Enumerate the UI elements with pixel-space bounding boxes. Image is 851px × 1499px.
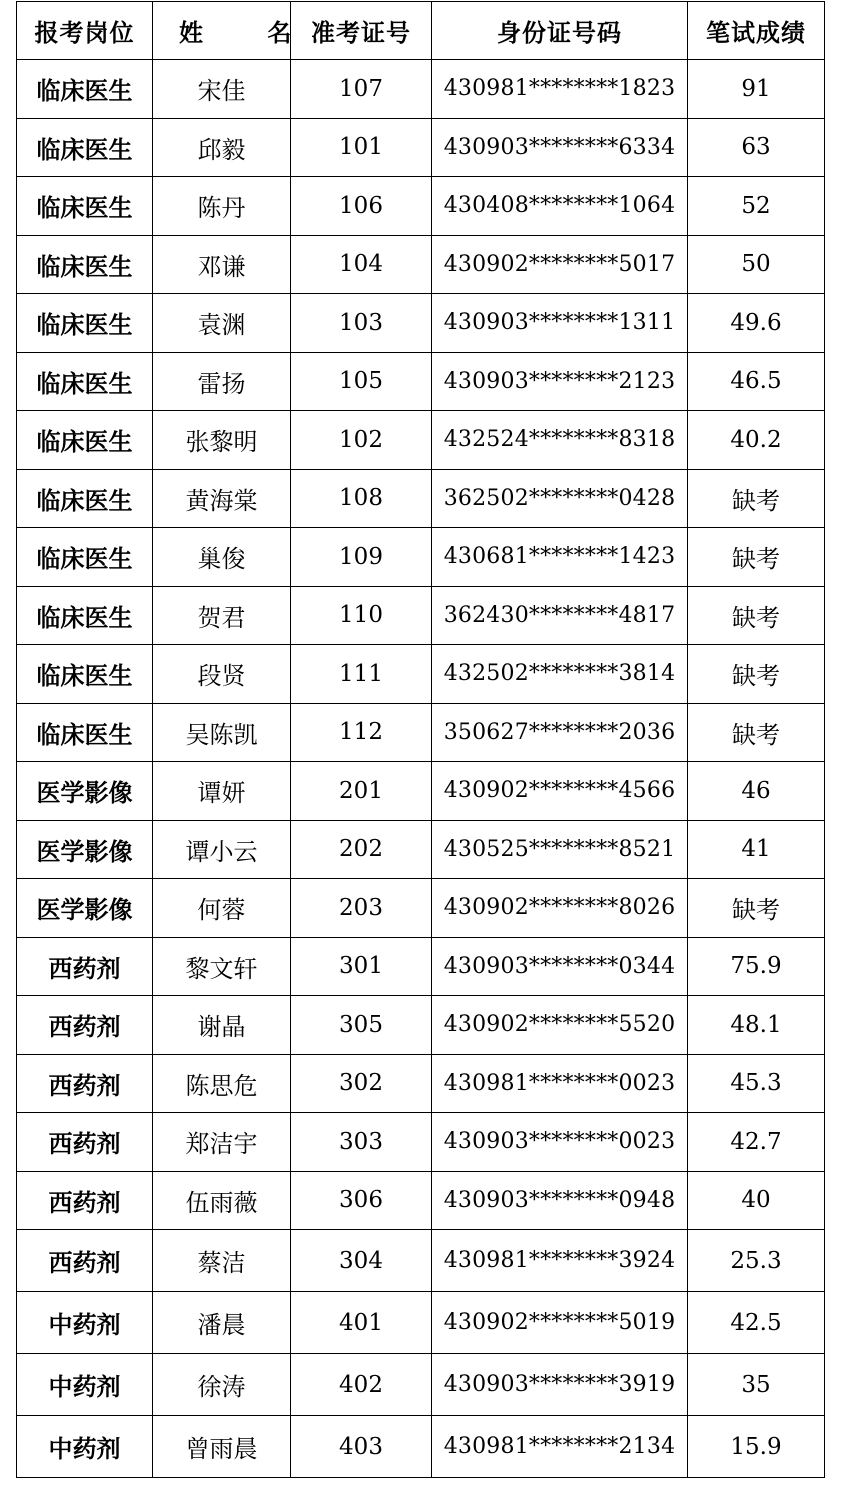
- cell-post: 中药剂: [17, 1354, 153, 1416]
- cell-score: 缺考: [688, 645, 825, 704]
- cell-score: 52: [688, 177, 825, 236]
- cell-score: 91: [688, 60, 825, 119]
- cell-post: 西药剂: [17, 1113, 153, 1172]
- table-row: [17, 703, 825, 762]
- cell-exam-no: 111: [291, 645, 432, 704]
- cell-score: 缺考: [688, 879, 825, 938]
- cell-exam-no: 109: [291, 528, 432, 587]
- cell-name: 谢晶: [153, 996, 291, 1055]
- cell-post: 临床医生: [17, 177, 153, 236]
- cell-id-no: 430981********0023: [432, 1054, 688, 1113]
- cell-exam-no: 402: [291, 1354, 432, 1416]
- cell-exam-no: 201: [291, 762, 432, 821]
- cell-post: 西药剂: [17, 996, 153, 1055]
- cell-exam-no: 202: [291, 820, 432, 879]
- cell-score: 40: [688, 1171, 825, 1230]
- cell-name: 黎文轩: [153, 937, 291, 996]
- cell-id-no: 430903********0023: [432, 1113, 688, 1172]
- cell-post: 临床医生: [17, 645, 153, 704]
- table-row: [17, 1354, 825, 1416]
- cell-id-no: 362430********4817: [432, 586, 688, 645]
- cell-score: 缺考: [688, 586, 825, 645]
- cell-name: 贺君: [153, 586, 291, 645]
- cell-name: 曾雨晨: [153, 1416, 291, 1478]
- cell-exam-no: 103: [291, 294, 432, 353]
- table-row: [17, 645, 825, 704]
- cell-name: 蔡洁: [153, 1230, 291, 1292]
- cell-post: 医学影像: [17, 879, 153, 938]
- cell-score: 49.6: [688, 294, 825, 353]
- cell-id-no: 430408********1064: [432, 177, 688, 236]
- cell-name: 邱毅: [153, 118, 291, 177]
- cell-exam-no: 110: [291, 586, 432, 645]
- cell-name: 伍雨薇: [153, 1171, 291, 1230]
- table-row: [17, 528, 825, 587]
- cell-id-no: 430902********5019: [432, 1292, 688, 1354]
- table-row: [17, 118, 825, 177]
- cell-score: 50: [688, 235, 825, 294]
- cell-score: 15.9: [688, 1416, 825, 1478]
- table-row: [17, 294, 825, 353]
- table-row: [17, 996, 825, 1055]
- table-row: [17, 586, 825, 645]
- table-row: [17, 1113, 825, 1172]
- cell-name: 谭小云: [153, 820, 291, 879]
- cell-id-no: 430902********4566: [432, 762, 688, 821]
- cell-post: 医学影像: [17, 820, 153, 879]
- cell-post: 临床医生: [17, 703, 153, 762]
- cell-id-no: 430981********1823: [432, 60, 688, 119]
- score-table: [16, 1, 825, 1478]
- header-id-no: 身份证号码: [432, 2, 688, 60]
- cell-name: 潘晨: [153, 1292, 291, 1354]
- header-score: 笔试成绩: [688, 2, 825, 60]
- cell-name: 徐涛: [153, 1354, 291, 1416]
- table-header: [17, 2, 825, 60]
- cell-post: 中药剂: [17, 1416, 153, 1478]
- cell-post: 西药剂: [17, 1171, 153, 1230]
- cell-score: 42.7: [688, 1113, 825, 1172]
- cell-score: 25.3: [688, 1230, 825, 1292]
- cell-id-no: 432502********3814: [432, 645, 688, 704]
- cell-post: 临床医生: [17, 352, 153, 411]
- cell-exam-no: 306: [291, 1171, 432, 1230]
- cell-name: 何蓉: [153, 879, 291, 938]
- cell-post: 医学影像: [17, 762, 153, 821]
- cell-exam-no: 403: [291, 1416, 432, 1478]
- cell-post: 西药剂: [17, 1054, 153, 1113]
- header-name: 姓 名: [153, 2, 291, 60]
- table-body: [17, 60, 825, 1478]
- table-row: [17, 937, 825, 996]
- header-exam-no: 准考证号: [291, 2, 432, 60]
- cell-exam-no: 301: [291, 937, 432, 996]
- table-row: [17, 879, 825, 938]
- cell-exam-no: 107: [291, 60, 432, 119]
- cell-post: 临床医生: [17, 469, 153, 528]
- cell-id-no: 430903********6334: [432, 118, 688, 177]
- cell-score: 缺考: [688, 528, 825, 587]
- cell-score: 48.1: [688, 996, 825, 1055]
- cell-exam-no: 104: [291, 235, 432, 294]
- cell-id-no: 430981********3924: [432, 1230, 688, 1292]
- cell-post: 临床医生: [17, 294, 153, 353]
- cell-exam-no: 304: [291, 1230, 432, 1292]
- cell-exam-no: 305: [291, 996, 432, 1055]
- cell-post: 临床医生: [17, 528, 153, 587]
- table-row: [17, 60, 825, 119]
- cell-post: 临床医生: [17, 586, 153, 645]
- cell-id-no: 430903********0948: [432, 1171, 688, 1230]
- cell-id-no: 430903********3919: [432, 1354, 688, 1416]
- cell-id-no: 430981********2134: [432, 1416, 688, 1478]
- header-row: [17, 2, 825, 60]
- cell-id-no: 430903********0344: [432, 937, 688, 996]
- table-row: [17, 1171, 825, 1230]
- cell-exam-no: 101: [291, 118, 432, 177]
- cell-exam-no: 203: [291, 879, 432, 938]
- cell-name: 宋佳: [153, 60, 291, 119]
- cell-score: 35: [688, 1354, 825, 1416]
- cell-id-no: 350627********2036: [432, 703, 688, 762]
- cell-score: 75.9: [688, 937, 825, 996]
- cell-post: 中药剂: [17, 1292, 153, 1354]
- table-row: [17, 1416, 825, 1478]
- cell-post: 西药剂: [17, 1230, 153, 1292]
- cell-name: 陈思危: [153, 1054, 291, 1113]
- cell-name: 黄海棠: [153, 469, 291, 528]
- cell-exam-no: 302: [291, 1054, 432, 1113]
- cell-exam-no: 401: [291, 1292, 432, 1354]
- cell-name: 吴陈凯: [153, 703, 291, 762]
- cell-name: 雷扬: [153, 352, 291, 411]
- cell-id-no: 430525********8521: [432, 820, 688, 879]
- table-row: [17, 469, 825, 528]
- cell-id-no: 362502********0428: [432, 469, 688, 528]
- cell-score: 63: [688, 118, 825, 177]
- cell-id-no: 432524********8318: [432, 411, 688, 470]
- cell-post: 临床医生: [17, 118, 153, 177]
- cell-score: 缺考: [688, 469, 825, 528]
- table-row: [17, 762, 825, 821]
- cell-id-no: 430902********8026: [432, 879, 688, 938]
- table-row: [17, 235, 825, 294]
- cell-name: 谭妍: [153, 762, 291, 821]
- table-row: [17, 1054, 825, 1113]
- table-row: [17, 411, 825, 470]
- cell-post: 临床医生: [17, 235, 153, 294]
- table-row: [17, 1292, 825, 1354]
- cell-score: 46: [688, 762, 825, 821]
- cell-exam-no: 303: [291, 1113, 432, 1172]
- cell-score: 42.5: [688, 1292, 825, 1354]
- cell-exam-no: 112: [291, 703, 432, 762]
- cell-score: 缺考: [688, 703, 825, 762]
- cell-score: 46.5: [688, 352, 825, 411]
- cell-exam-no: 105: [291, 352, 432, 411]
- cell-exam-no: 102: [291, 411, 432, 470]
- cell-name: 袁渊: [153, 294, 291, 353]
- cell-id-no: 430903********1311: [432, 294, 688, 353]
- table-row: [17, 352, 825, 411]
- cell-name: 邓谦: [153, 235, 291, 294]
- cell-post: 西药剂: [17, 937, 153, 996]
- cell-score: 45.3: [688, 1054, 825, 1113]
- cell-name: 巢俊: [153, 528, 291, 587]
- table-row: [17, 1230, 825, 1292]
- cell-id-no: 430681********1423: [432, 528, 688, 587]
- cell-id-no: 430903********2123: [432, 352, 688, 411]
- cell-score: 41: [688, 820, 825, 879]
- cell-exam-no: 108: [291, 469, 432, 528]
- table-row: [17, 177, 825, 236]
- cell-id-no: 430902********5017: [432, 235, 688, 294]
- cell-post: 临床医生: [17, 411, 153, 470]
- cell-name: 陈丹: [153, 177, 291, 236]
- header-post: 报考岗位: [17, 2, 153, 60]
- cell-score: 40.2: [688, 411, 825, 470]
- cell-id-no: 430902********5520: [432, 996, 688, 1055]
- cell-post: 临床医生: [17, 60, 153, 119]
- cell-name: 张黎明: [153, 411, 291, 470]
- table-row: [17, 820, 825, 879]
- cell-name: 段贤: [153, 645, 291, 704]
- cell-name: 郑洁宇: [153, 1113, 291, 1172]
- cell-exam-no: 106: [291, 177, 432, 236]
